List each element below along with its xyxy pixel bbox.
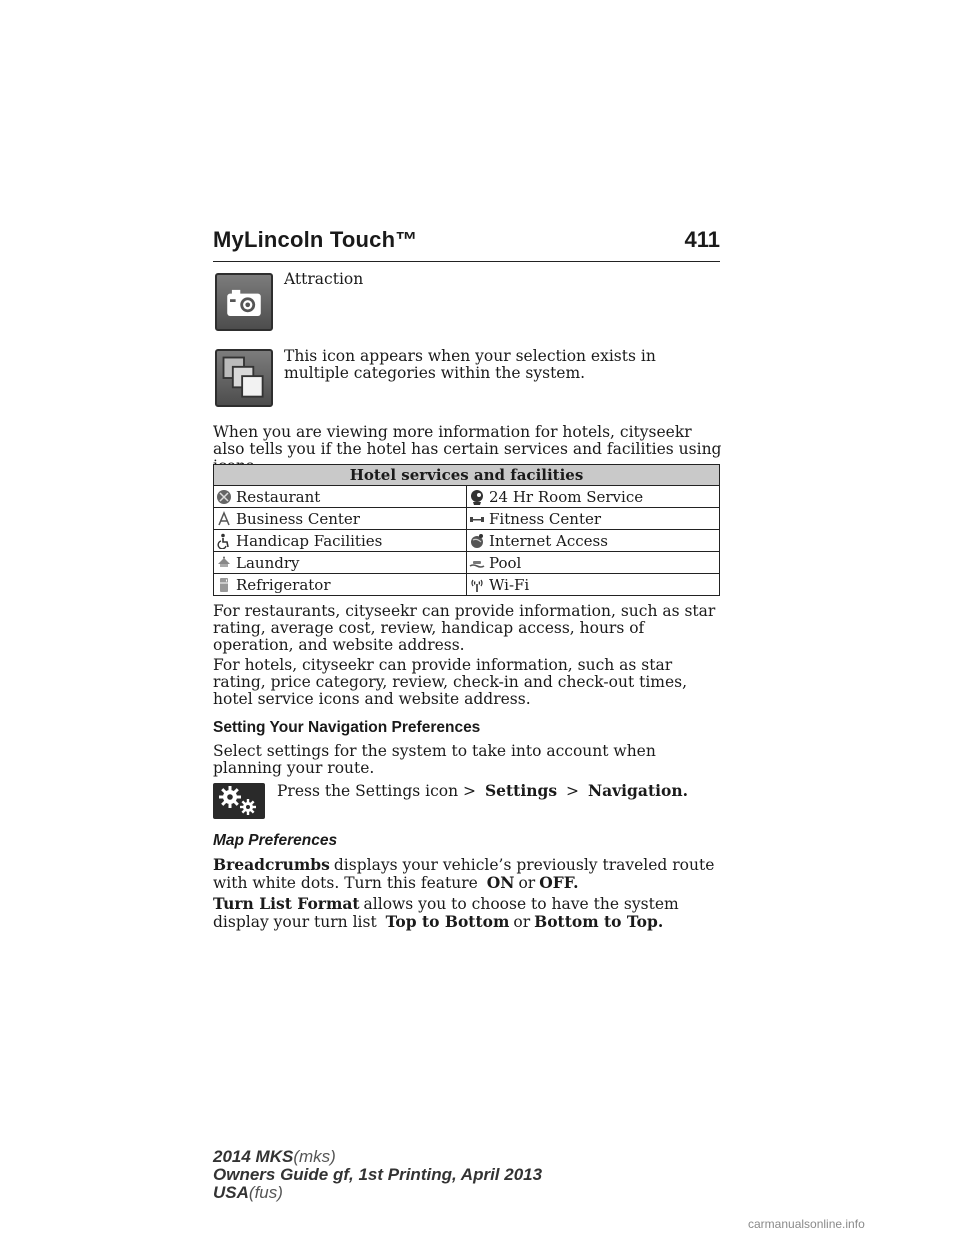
multiple-categories-icon [215,349,273,407]
table-cell-label: Internet Access [489,531,608,550]
page-number: 411 [684,227,720,252]
table-row [214,530,720,552]
intro-paragraph: When you are viewing more information for hotels, cityseekr also tells you if the hotel has certain services and facilities using [213,423,722,458]
refrigerator-icon [216,577,232,593]
press-settings-instruction: Press the Settings icon > Settings > Navigation. [277,781,688,800]
table-header-row [214,465,720,486]
table-cell-label: Handicap Facilities [236,531,383,550]
map-preferences-heading: Map Preferences [213,832,338,849]
hotels-paragraph: For hotels, cityseekr can provide information, such as star rating, price category, review, check-in and check-out times, hotel service icons and website address. [213,656,688,708]
breadcrumbs-term: Breadcrumbs [213,855,330,874]
table-cell-label: Wi-Fi [489,575,530,594]
table-cell-label: Refrigerator [236,575,331,594]
watermark: carmanualsonline.info [748,1217,865,1231]
table-cell-label: 24 Hr Room Service [489,487,644,506]
section-heading: Setting Your Navigation Preferences [213,719,481,736]
multiple-categories-label: This icon appears when your selection exists in multiple categories within the system. [284,347,656,382]
table-row [214,574,720,596]
turn-list-paragraph: Turn List Format allows you to choose to have the system display your turn list Top to Bottom or Bottom to Top. [213,894,679,931]
table-row [214,486,720,508]
laundry-icon [216,555,232,571]
table-cell-label: Business Center [236,509,360,528]
table-title: Hotel services and facilities [214,465,720,486]
turn-list-term: Turn List Format [213,894,360,913]
navigation-menu-term: Navigation. [587,781,688,800]
internet-icon [469,533,485,549]
pool-icon [469,555,485,571]
settings-menu-term: Settings [484,781,558,800]
business-center-icon [216,511,232,527]
footer: 2014 MKS(mks) Owners Guide gf, 1st Printing, April 2013 USA(fus) [213,1147,543,1202]
restaurant-icon [216,489,232,505]
wifi-icon [469,577,485,593]
table-row [214,508,720,530]
table-cell-label: Pool [489,553,522,572]
camera-icon [215,273,273,331]
room-service-icon [469,489,485,505]
breadcrumbs-paragraph: Breadcrumbs displays your vehicle’s previously traveled route with white dots. Turn this feature ON or OFF. [213,855,715,892]
page-title: MyLincoln Touch™ [213,227,418,252]
table-cell-label: Fitness Center [489,509,602,528]
table-cell-label: Laundry [236,553,300,572]
fitness-icon [469,511,485,527]
table-cell-label: Restaurant [236,487,321,506]
attraction-label: Attraction [284,270,364,288]
handicap-icon [216,533,232,549]
section-paragraph: Select settings for the system to take into account when planning your route. [213,742,656,777]
restaurants-paragraph: For restaurants, cityseekr can provide information, such as star rating, average cost, review, handicap access, hours of operation, and website address. [213,602,716,654]
table-row [214,552,720,574]
settings-gear-icon [213,783,265,819]
hotel-services-table [213,464,720,596]
header-rule [213,256,720,262]
